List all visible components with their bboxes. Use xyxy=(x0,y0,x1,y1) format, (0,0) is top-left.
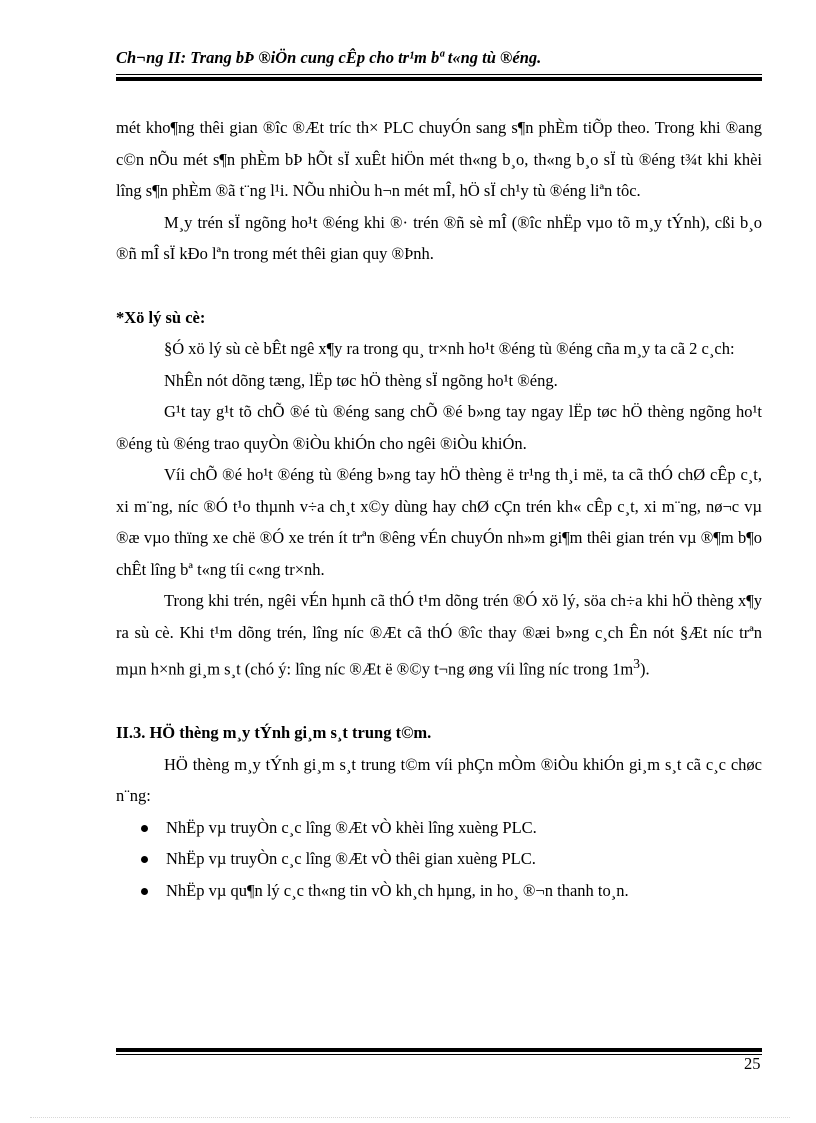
header-rule-thick xyxy=(116,77,762,81)
paragraph-text: Trong khi trén, ngêi vÉn hµnh cã thÓ t¹m dõng trén ®Ó xö lý, söa ch÷a khi hÖ thèng x¶y ra sù cè. Khi t¹m dõng trén, lîng níc ®Æt cã thÓ ®îc thay ®æi b»ng c¸ch Ên nót §Æt níc trªn mµn h×nh gi¸m s¸t (chó ý: lîng níc ®Æt ë ®©y t¬ng øng víi lîng níc trong 1m xyxy=(116,591,762,679)
paragraph: NhÊn nót dõng tæng, lËp tøc hÖ thèng sÏ ngõng ho¹t ®éng. xyxy=(164,370,558,390)
spacer xyxy=(116,270,762,302)
paragraph: G¹t tay g¹t tõ chÕ ®é tù ®éng sang chÕ ®é b»ng tay ngay lËp tøc hÖ thèng ngõng ho¹t ®éng tù ®éng trao quyÒn ®iÒu khiÓn cho ngêi ®iÒu khiÓn. xyxy=(116,402,762,453)
paragraph: §Ó xö lý sù cè bÊt ngê x¶y ra trong qu¸ tr×nh ho¹t ®éng tù ®éng cña m¸y ta cã 2 c¸ch: xyxy=(164,339,735,358)
bullet-list xyxy=(116,812,762,907)
bullet-icon xyxy=(141,825,148,832)
section-heading: *Xö lý sù cè: xyxy=(116,307,206,327)
body-text xyxy=(116,112,762,906)
superscript: 3 xyxy=(633,656,641,671)
page-number: 25 xyxy=(744,1054,761,1073)
list-item-text: NhËp vµ truyÒn c¸c lîng ®Æt vÒ thêi gian xuèng PLC. xyxy=(166,849,536,868)
paragraph: Víi chÕ ®é ho¹t ®éng tù ®éng b»ng tay hÖ thèng ë tr¹ng th¸i më, ta cã thÓ chØ cÊp c¸t, xi m¨ng, níc ®Ó t¹o thµnh v÷a ch¸t x©y dùng hay chØ cÇn trén kh« cÊp c¸t, xi m¨ng, nø¬c vµ ®æ vµo thïng xe chë ®Ó xe trén ít trªn ®êng vÉn chuyÓn nh»m gi¶m thêi gian trén vµ ®¶m b¶o chÊt lîng bª t«ng tíi c«ng tr×nh. xyxy=(116,465,762,579)
spacer xyxy=(116,685,762,717)
paragraph: M¸y trén sÏ ngõng ho¹t ®éng khi ®· trén ®ñ sè mÎ (®îc nhËp vµo tõ m¸y tÝnh), cßi b¸o ®ñ mÎ sÏ kÐo lªn trong mét thêi gian quy ®Þnh. xyxy=(116,212,762,263)
bullet-icon xyxy=(141,888,148,895)
footer-rule-thin xyxy=(116,1054,762,1055)
paragraph: HÖ thèng m¸y tÝnh gi¸m s¸t trung t©m víi phÇn mÒm ®iÒu khiÓn gi¸m s¸t cã c¸c chøc n¨ng: xyxy=(116,754,762,805)
list-item xyxy=(116,843,762,875)
list-item-text: NhËp vµ truyÒn c¸c lîng ®Æt vÒ khèi lîng xuèng PLC. xyxy=(166,817,537,837)
list-item xyxy=(116,875,762,907)
header-rule-thin xyxy=(116,74,762,75)
page-edge xyxy=(30,1117,790,1118)
list-item-text: NhËp vµ qu¶n lý c¸c th«ng tin vÒ kh¸ch hµng, in ho¸ ®¬n thanh to¸n. xyxy=(166,880,629,900)
paragraph xyxy=(116,585,762,685)
bullet-icon xyxy=(141,856,148,863)
running-header: Ch¬ng II: Trang bÞ ®iÖn cung cÊp cho tr¹m bª t«ng tù ®éng. xyxy=(116,48,542,67)
paragraph-text-end: ). xyxy=(640,659,650,679)
list-item xyxy=(116,812,762,844)
paragraph: mét kho¶ng thêi gian ®îc ®Æt tríc th× PLC chuyÓn sang s¶n phÈm tiÕp theo. Trong khi ®ang c©n nÕu mét s¶n phÈm bÞ hÕt sÏ xuÊt hiÖn mét th«ng b¸o, th«ng b¸o sÏ tù ®éng t¾t khi khèi lîng s¶n phÈm ®ã t¨ng l¹i. NÕu nhiÒu h¬n mét mÎ, hÖ sÏ ch¹y tù ®éng liªn tôc. xyxy=(116,118,762,200)
section-heading: II.3. HÖ thèng m¸y tÝnh gi¸m s¸t trung t©m. xyxy=(116,723,432,742)
footer-rule-thick xyxy=(116,1048,762,1052)
